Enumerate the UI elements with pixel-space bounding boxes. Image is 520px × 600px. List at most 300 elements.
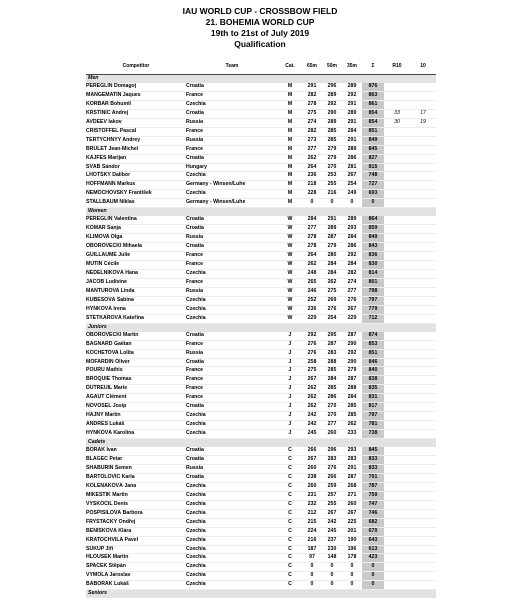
- tens-count: [410, 455, 436, 464]
- tens-count: [410, 491, 436, 500]
- competitor-name: ANDRÉS Lukáš: [86, 421, 186, 430]
- competitor-name: KOLEŇÁKOVÁ Jana: [86, 482, 186, 491]
- total-score: 833: [362, 464, 384, 473]
- score-65m: 248: [302, 269, 322, 278]
- team-name: Croatia: [186, 447, 278, 455]
- total-score: 845: [362, 447, 384, 455]
- score-35m: 293: [342, 447, 362, 455]
- col-65m: 65m: [302, 57, 322, 75]
- category: M: [278, 109, 302, 118]
- tens-count: [410, 127, 436, 136]
- score-65m: 275: [302, 367, 322, 376]
- score-35m: 271: [342, 491, 362, 500]
- total-score: 0: [362, 199, 384, 208]
- tens-count: [410, 536, 436, 545]
- score-65m: 276: [302, 349, 322, 358]
- table-row: [86, 145, 436, 154]
- team-name: Czechia: [186, 545, 278, 554]
- competitor-name: KOCHETOVA Lolita: [86, 349, 186, 358]
- tens-count: [410, 509, 436, 518]
- score-65m: 273: [302, 136, 322, 145]
- score-65m: 262: [302, 154, 322, 163]
- team-name: Croatia: [186, 403, 278, 412]
- team-name: Russia: [186, 234, 278, 243]
- score-50m: 266: [322, 473, 342, 482]
- total-score: 643: [362, 536, 384, 545]
- col-competitor: Competitor: [86, 57, 186, 75]
- category: C: [278, 500, 302, 509]
- score-65m: 277: [302, 225, 322, 234]
- total-score: 0: [362, 572, 384, 581]
- score-50m: 280: [322, 252, 342, 261]
- col-tens: 10: [410, 57, 436, 75]
- table-row: [86, 118, 436, 127]
- score-65m: 278: [302, 243, 322, 252]
- team-name: Czechia: [186, 421, 278, 430]
- score-50m: 267: [322, 509, 342, 518]
- tens-count: [410, 269, 436, 278]
- score-50m: 277: [322, 421, 342, 430]
- category: J: [278, 403, 302, 412]
- tens-count: [410, 163, 436, 172]
- total-score: 781: [362, 421, 384, 430]
- tens-count: [410, 287, 436, 296]
- score-50m: 275: [322, 287, 342, 296]
- category: M: [278, 83, 302, 91]
- score-50m: 279: [322, 145, 342, 154]
- score-65m: 274: [302, 118, 322, 127]
- score-50m: 260: [322, 430, 342, 439]
- score-50m: 257: [322, 491, 342, 500]
- team-name: Russia: [186, 464, 278, 473]
- score-50m: 287: [322, 340, 342, 349]
- total-score: 833: [362, 455, 384, 464]
- score-35m: 285: [342, 403, 362, 412]
- score-50m: 285: [322, 136, 342, 145]
- competitor-name: POSPÍŠILOVÁ Barbora: [86, 509, 186, 518]
- total-score: 748: [362, 172, 384, 181]
- r10-count: [384, 172, 410, 181]
- score-65m: 242: [302, 412, 322, 421]
- tens-count: [410, 136, 436, 145]
- r10-count: [384, 358, 410, 367]
- score-50m: 0: [322, 563, 342, 572]
- score-65m: 267: [302, 455, 322, 464]
- table-row: [86, 83, 436, 91]
- table-row: [86, 234, 436, 243]
- score-50m: 296: [322, 447, 342, 455]
- category-header: [86, 590, 436, 598]
- team-name: France: [186, 91, 278, 100]
- category-title: Women: [86, 208, 436, 216]
- score-35m: 201: [342, 527, 362, 536]
- score-65m: 242: [302, 421, 322, 430]
- tens-count: [410, 172, 436, 181]
- table-row: [86, 421, 436, 430]
- team-name: Czechia: [186, 305, 278, 314]
- table-row: [86, 314, 436, 323]
- category: C: [278, 518, 302, 527]
- table-row: [86, 91, 436, 100]
- team-name: Russia: [186, 287, 278, 296]
- total-score: 797: [362, 412, 384, 421]
- r10-count: [384, 340, 410, 349]
- col-sum: Σ: [362, 57, 384, 75]
- table-row: [86, 518, 436, 527]
- tens-count: [410, 261, 436, 270]
- team-name: Czechia: [186, 581, 278, 590]
- table-row: [86, 482, 436, 491]
- r10-count: [384, 296, 410, 305]
- competitor-name: BORAK Ivan: [86, 447, 186, 455]
- category: M: [278, 91, 302, 100]
- team-name: Croatia: [186, 358, 278, 367]
- r10-count: [384, 430, 410, 439]
- score-50m: 242: [322, 518, 342, 527]
- score-35m: 283: [342, 455, 362, 464]
- category: C: [278, 581, 302, 590]
- competitor-name: SVÁB Sándor: [86, 163, 186, 172]
- score-65m: 262: [302, 261, 322, 270]
- table-row: [86, 305, 436, 314]
- tens-count: [410, 581, 436, 590]
- competitor-name: KRATOCHVÍLA Pavel: [86, 536, 186, 545]
- score-35m: 292: [342, 252, 362, 261]
- table-row: [86, 296, 436, 305]
- score-35m: 190: [342, 536, 362, 545]
- score-50m: 0: [322, 199, 342, 208]
- score-50m: 290: [322, 109, 342, 118]
- col-category: Cat.: [278, 57, 302, 75]
- tens-count: [410, 83, 436, 91]
- category: W: [278, 296, 302, 305]
- total-score: 836: [362, 252, 384, 261]
- score-50m: 254: [322, 314, 342, 323]
- table-row: [86, 563, 436, 572]
- table-row: [86, 190, 436, 199]
- col-35m: 35m: [342, 57, 362, 75]
- competitor-name: JACOB Ludivine: [86, 278, 186, 287]
- team-name: Czechia: [186, 527, 278, 536]
- r10-count: [384, 305, 410, 314]
- competitor-name: HAJNÝ Martin: [86, 412, 186, 421]
- score-35m: 279: [342, 367, 362, 376]
- table-row: [86, 394, 436, 403]
- category: C: [278, 455, 302, 464]
- tens-count: [410, 314, 436, 323]
- table-row: [86, 376, 436, 385]
- score-35m: 254: [342, 181, 362, 190]
- r10-count: [384, 127, 410, 136]
- r10-count: [384, 332, 410, 340]
- table-row: [86, 581, 436, 590]
- score-50m: 284: [322, 261, 342, 270]
- category: C: [278, 473, 302, 482]
- score-35m: 291: [342, 136, 362, 145]
- score-65m: 258: [302, 358, 322, 367]
- table-row: [86, 199, 436, 208]
- total-score: 779: [362, 305, 384, 314]
- score-65m: 260: [302, 482, 322, 491]
- category: J: [278, 340, 302, 349]
- tens-count: [410, 367, 436, 376]
- team-name: France: [186, 340, 278, 349]
- table-row: [86, 136, 436, 145]
- tens-count: [410, 305, 436, 314]
- results-table: [86, 57, 436, 598]
- category: M: [278, 190, 302, 199]
- score-65m: 0: [302, 572, 322, 581]
- category: J: [278, 421, 302, 430]
- competitor-name: ŠTĚTKÁŘOVÁ Kateřina: [86, 314, 186, 323]
- competitor-name: NEDĚLNÍKOVÁ Hana: [86, 269, 186, 278]
- total-score: 747: [362, 500, 384, 509]
- score-35m: 225: [342, 518, 362, 527]
- r10-count: [384, 252, 410, 261]
- team-name: Czechia: [186, 412, 278, 421]
- table-row: [86, 358, 436, 367]
- competitor-name: CRISTOFFEL Pascal: [86, 127, 186, 136]
- table-row: [86, 225, 436, 234]
- category: C: [278, 491, 302, 500]
- r10-count: [384, 287, 410, 296]
- r10-count: [384, 554, 410, 563]
- r10-count: [384, 421, 410, 430]
- r10-count: [384, 491, 410, 500]
- team-name: Russia: [186, 136, 278, 145]
- category: W: [278, 252, 302, 261]
- total-score: 798: [362, 287, 384, 296]
- competitor-name: AGAUT Clément: [86, 394, 186, 403]
- r10-count: [384, 145, 410, 154]
- total-score: 797: [362, 296, 384, 305]
- category: J: [278, 349, 302, 358]
- competitor-name: DUTREUIL Marie: [86, 385, 186, 394]
- table-row: [86, 554, 436, 563]
- score-65m: 260: [302, 464, 322, 473]
- score-65m: 282: [302, 127, 322, 136]
- total-score: 851: [362, 127, 384, 136]
- competitor-name: NOVOSEL Josip: [86, 403, 186, 412]
- r10-count: [384, 181, 410, 190]
- team-name: Czechia: [186, 100, 278, 109]
- category: W: [278, 243, 302, 252]
- category: J: [278, 385, 302, 394]
- category: J: [278, 394, 302, 403]
- score-65m: 187: [302, 545, 322, 554]
- score-50m: 230: [322, 545, 342, 554]
- total-score: 849: [362, 136, 384, 145]
- tens-count: [410, 358, 436, 367]
- score-35m: 289: [342, 216, 362, 224]
- r10-count: [384, 225, 410, 234]
- tens-count: [410, 332, 436, 340]
- total-score: 817: [362, 403, 384, 412]
- table-row: [86, 340, 436, 349]
- competitor-name: HYNKOVÁ Karolína: [86, 430, 186, 439]
- score-50m: 289: [322, 118, 342, 127]
- competitor-name: KUBESOVÁ Sabina: [86, 296, 186, 305]
- competitor-name: MIKEŠTÍK Martin: [86, 491, 186, 500]
- score-50m: 276: [322, 305, 342, 314]
- tens-count: [410, 216, 436, 224]
- score-65m: 232: [302, 500, 322, 509]
- team-name: Czechia: [186, 482, 278, 491]
- score-50m: 0: [322, 581, 342, 590]
- total-score: 827: [362, 154, 384, 163]
- r10-count: [384, 563, 410, 572]
- r10-count: [384, 349, 410, 358]
- document-header: [0, 6, 520, 50]
- competitor-name: PEREGLIN Valentina: [86, 216, 186, 224]
- competitor-name: HYNKOVÁ Irena: [86, 305, 186, 314]
- tens-count: [410, 376, 436, 385]
- total-score: 423: [362, 554, 384, 563]
- score-50m: 284: [322, 376, 342, 385]
- competitor-name: MANTUROVA Linda: [86, 287, 186, 296]
- tens-count: [410, 527, 436, 536]
- competitor-name: MOFARDIN Oliver: [86, 358, 186, 367]
- competitor-name: VYSKOČIL Denis: [86, 500, 186, 509]
- r10-count: [384, 482, 410, 491]
- tens-count: [410, 473, 436, 482]
- score-35m: 233: [342, 430, 362, 439]
- r10-count: [384, 447, 410, 455]
- score-35m: 290: [342, 340, 362, 349]
- score-35m: 274: [342, 278, 362, 287]
- table-row: [86, 403, 436, 412]
- event-title: IAU WORLD CUP - CROSSBOW FIELD: [182, 6, 338, 16]
- competitor-name: KAJFEŠ Marijan: [86, 154, 186, 163]
- table-row: [86, 154, 436, 163]
- competitor-name: BABORÁK Lukáš: [86, 581, 186, 590]
- score-50m: 216: [322, 190, 342, 199]
- total-score: 815: [362, 163, 384, 172]
- tens-count: 17: [410, 109, 436, 118]
- score-35m: 178: [342, 554, 362, 563]
- tens-count: [410, 412, 436, 421]
- r10-count: [384, 243, 410, 252]
- score-50m: 284: [322, 269, 342, 278]
- score-35m: 287: [342, 332, 362, 340]
- team-name: Germany - Winsen/Luhe: [186, 199, 278, 208]
- table-row: [86, 181, 436, 190]
- total-score: 863: [362, 91, 384, 100]
- table-row: [86, 367, 436, 376]
- score-35m: 196: [342, 545, 362, 554]
- category: W: [278, 278, 302, 287]
- r10-count: [384, 545, 410, 554]
- score-35m: 292: [342, 91, 362, 100]
- category: C: [278, 572, 302, 581]
- score-65m: 262: [302, 385, 322, 394]
- category: C: [278, 447, 302, 455]
- score-65m: 215: [302, 518, 322, 527]
- score-50m: 287: [322, 234, 342, 243]
- tens-count: [410, 278, 436, 287]
- score-35m: 282: [342, 269, 362, 278]
- score-50m: 296: [322, 83, 342, 91]
- score-50m: 253: [322, 172, 342, 181]
- col-r10: R10: [384, 57, 410, 75]
- score-65m: 0: [302, 199, 322, 208]
- team-name: Czechia: [186, 190, 278, 199]
- total-score: 791: [362, 473, 384, 482]
- competitor-name: MUTIN Cécile: [86, 261, 186, 270]
- team-name: Czechia: [186, 500, 278, 509]
- r10-count: 33: [384, 109, 410, 118]
- total-score: 854: [362, 109, 384, 118]
- tens-count: [410, 572, 436, 581]
- competitor-name: AVDEEV Iakov: [86, 118, 186, 127]
- r10-count: [384, 536, 410, 545]
- total-score: 738: [362, 430, 384, 439]
- tens-count: [410, 385, 436, 394]
- score-50m: 270: [322, 412, 342, 421]
- r10-count: 30: [384, 118, 410, 127]
- score-50m: 285: [322, 127, 342, 136]
- table-row: [86, 509, 436, 518]
- score-50m: 286: [322, 394, 342, 403]
- score-50m: 269: [322, 296, 342, 305]
- total-score: 759: [362, 491, 384, 500]
- r10-count: [384, 455, 410, 464]
- col-team: Team: [186, 57, 278, 75]
- score-35m: 288: [342, 385, 362, 394]
- score-35m: 291: [342, 118, 362, 127]
- score-50m: 283: [322, 455, 342, 464]
- score-50m: 262: [322, 278, 342, 287]
- score-35m: 262: [342, 421, 362, 430]
- r10-count: [384, 581, 410, 590]
- score-65m: 212: [302, 509, 322, 518]
- tens-count: [410, 181, 436, 190]
- team-name: France: [186, 278, 278, 287]
- total-score: 746: [362, 509, 384, 518]
- team-name: Croatia: [186, 109, 278, 118]
- category: W: [278, 305, 302, 314]
- table-row: [86, 430, 436, 439]
- table-row: [86, 243, 436, 252]
- r10-count: [384, 403, 410, 412]
- category: M: [278, 100, 302, 109]
- category: W: [278, 269, 302, 278]
- score-50m: 270: [322, 403, 342, 412]
- category: C: [278, 545, 302, 554]
- competitor-name: FRYŠTACKÝ Ondřej: [86, 518, 186, 527]
- score-35m: 286: [342, 243, 362, 252]
- category-title: Juniors: [86, 323, 436, 331]
- team-name: Czechia: [186, 554, 278, 563]
- score-35m: 291: [342, 464, 362, 473]
- score-50m: 279: [322, 243, 342, 252]
- score-35m: 289: [342, 83, 362, 91]
- r10-count: [384, 464, 410, 473]
- category: C: [278, 464, 302, 473]
- competitor-name: HLOUŠEK Martin: [86, 554, 186, 563]
- competitor-name: NEMOCHOVSKÝ František: [86, 190, 186, 199]
- r10-count: [384, 314, 410, 323]
- score-35m: 277: [342, 287, 362, 296]
- score-50m: 0: [322, 572, 342, 581]
- competitor-name: KOMAR Sanja: [86, 225, 186, 234]
- table-row: [86, 127, 436, 136]
- category: C: [278, 536, 302, 545]
- team-name: Croatia: [186, 154, 278, 163]
- score-35m: 0: [342, 199, 362, 208]
- table-row: [86, 455, 436, 464]
- tens-count: 19: [410, 118, 436, 127]
